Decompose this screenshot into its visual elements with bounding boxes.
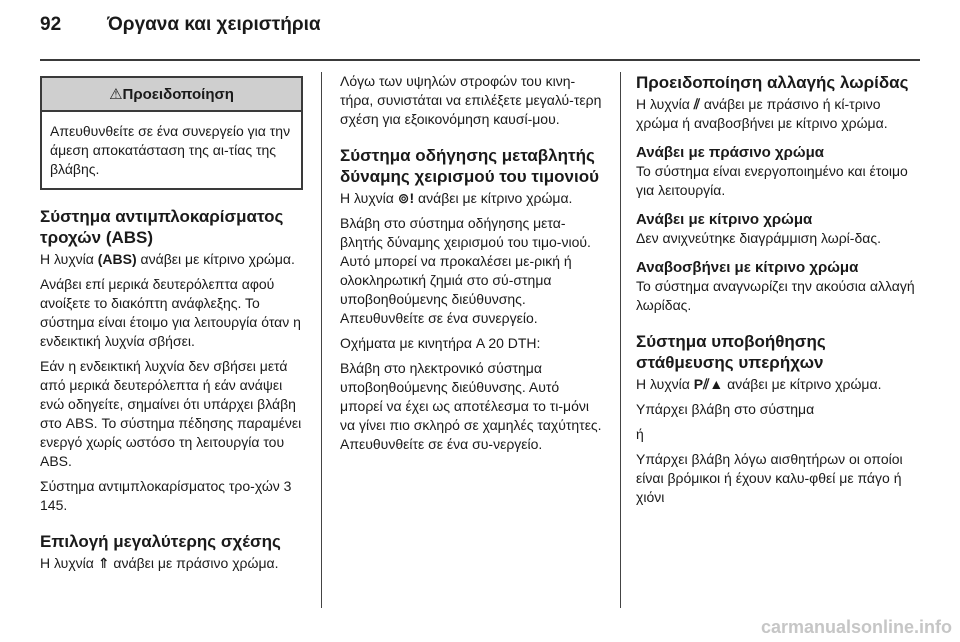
lane-p1-text-end: ανάβει με πράσινο ή κί-τρινο χρώμα ή αναβοσβήνει με κίτρινο χρώμα.: [636, 96, 888, 131]
lane-green-heading: Ανάβει με πράσινο χρώμα: [636, 144, 824, 161]
column-3: [636, 72, 916, 513]
warning-header: [42, 78, 301, 112]
steering-paragraph-1: [340, 189, 604, 208]
parking-p1-text: Η λυχνία: [636, 376, 694, 392]
page-reference-icon: 3: [283, 478, 292, 494]
column-divider-2: [620, 72, 621, 608]
page-title: Όργανα και χειριστήρια: [107, 14, 321, 35]
page-header: [40, 14, 321, 36]
parking-heading: Σύστημα υποβοήθησης στάθμευσης υπερήχων: [636, 332, 826, 372]
steering-warning-icon: ⊚!: [397, 190, 415, 206]
abs-paragraph-3: Εάν η ενδεικτική λυχνία δεν σβήσει μετά από μερικά δευτερόλεπτα ή εάν ανάψει ενώ οδηγείτε, σημαίνει ότι υπάρχει βλάβη στο ABS. Το σύστημα πέδησης παραμένει ενεργό χωρίς ωστόσο τη λειτουργία του ABS.: [40, 358, 302, 469]
steering-p1-text: Η λυχνία: [340, 190, 398, 206]
steering-heading: Σύστημα οδήγησης μεταβλητής δύναμης χειρισμού του τιμονιού: [340, 146, 599, 186]
gear-paragraph-1: [40, 554, 303, 573]
lane-green-text: Το σύστημα είναι ενεργοποιημένο και έτοιμο για λειτουργία.: [636, 163, 908, 198]
abs-p4-text: Σύστημα αντιμπλοκαρίσματος τρο-χών: [40, 478, 284, 494]
watermark: carmanualsonline.info: [760, 617, 952, 637]
lane-yellow-heading: Ανάβει με κίτρινο χρώμα: [636, 211, 813, 228]
gear-continuation: Λόγω των υψηλών στροφών του κινη-τήρα, συνιστάται να επιλέξετε μεγαλύ-τερη σχέση για εξοικονόμηση καυσί-μου.: [340, 73, 602, 127]
lane-departure-icon: ⫽: [693, 96, 701, 112]
warning-icon: ⚠: [109, 86, 123, 103]
abs-paragraph-1: [40, 250, 303, 269]
steering-paragraph-4: Βλάβη στο ηλεκτρονικό σύστημα υποβοηθούμενης διεύθυνσης. Αυτό μπορεί να έχει ως αποτέλεσμα το τι-μόνι να γίνει πιο σκληρό σε χαμηλές ταχύτητες. Απευθυνθείτε σε ένα συ-νεργείο.: [340, 360, 602, 452]
column-2: [340, 72, 604, 460]
column-divider-1: [321, 72, 322, 608]
warning-title: Προειδοποίηση: [122, 86, 234, 103]
page-number: 92: [40, 14, 62, 35]
abs-p1-text: Η λυχνία: [40, 251, 98, 267]
steering-paragraph-2: Βλάβη στο σύστημα οδήγησης μετα-βλητής δύναμης χειρισμού του τιμο-νιού. Αυτό μπορεί να προκαλέσει με-ρική ή ολοκληρωτική ζημιά στο σύ-στημα υποβοηθούμενης διεύθυνσης. Απευθυνθείτε σε ένα συνεργείο.: [340, 215, 591, 326]
abs-paragraph-2: Ανάβει επί μερικά δευτερόλεπτα αφού ανοίξετε το διακόπτη ανάφλεξης. Το σύστημα είναι έτοιμο για λειτουργία όταν η ενδεικτική λυχνία σβήσει.: [40, 276, 301, 349]
abs-warning-light-icon: (ABS): [97, 251, 137, 267]
parking-paragraph-3: ή: [636, 426, 644, 442]
lane-yellow-text: Δεν ανιχνεύτηκε διαγράμμιση λωρί-δας.: [636, 230, 881, 246]
column-1: [40, 72, 303, 579]
abs-heading: Σύστημα αντιμπλοκαρίσματος τροχών (ABS): [40, 207, 284, 247]
lane-flash-text: Το σύστημα αναγνωρίζει την ακούσια αλλαγή λωρίδας.: [636, 278, 915, 313]
gear-p1-text: Η λυχνία: [40, 555, 98, 571]
lane-p1-text: Η λυχνία: [636, 96, 694, 112]
header-rule: [40, 59, 920, 61]
gear-p1-text-end: ανάβει με πράσινο χρώμα.: [109, 555, 279, 571]
warning-text: Απευθυνθείτε σε ένα συνεργείο για την άμεση αποκατάσταση της αι-τίας της βλάβης.: [50, 123, 291, 177]
warning-box: [40, 76, 303, 190]
upshift-arrow-icon: ⇑: [97, 555, 110, 571]
parking-p1-text-end: ανάβει με κίτρινο χρώμα.: [723, 376, 882, 392]
lane-flash-heading: Αναβοσβήνει με κίτρινο χρώμα: [636, 259, 859, 276]
parking-paragraph-4: Υπάρχει βλάβη λόγω αισθητήρων οι οποίοι είναι βρόμικοι ή έχουν καλυ-φθεί με πάγο ή χιόνι: [636, 451, 903, 505]
parking-paragraph-2: Υπάρχει βλάβη στο σύστημα: [636, 401, 815, 417]
parking-paragraph-1: [636, 375, 916, 394]
abs-p4-page: 145.: [40, 497, 68, 513]
steering-p1-text-end: ανάβει με κίτρινο χρώμα.: [414, 190, 573, 206]
gear-heading: Επιλογή μεγαλύτερης σχέσης: [40, 532, 281, 551]
lane-paragraph-1: [636, 95, 916, 133]
abs-p1-text-end: ανάβει με κίτρινο χρώμα.: [136, 251, 295, 267]
parking-assist-icon: P⫽▲: [693, 376, 724, 392]
abs-paragraph-4: [40, 477, 303, 515]
steering-paragraph-3: Οχήματα με κινητήρα A 20 DTH:: [340, 335, 541, 351]
lane-heading: Προειδοποίηση αλλαγής λωρίδας: [636, 73, 909, 92]
